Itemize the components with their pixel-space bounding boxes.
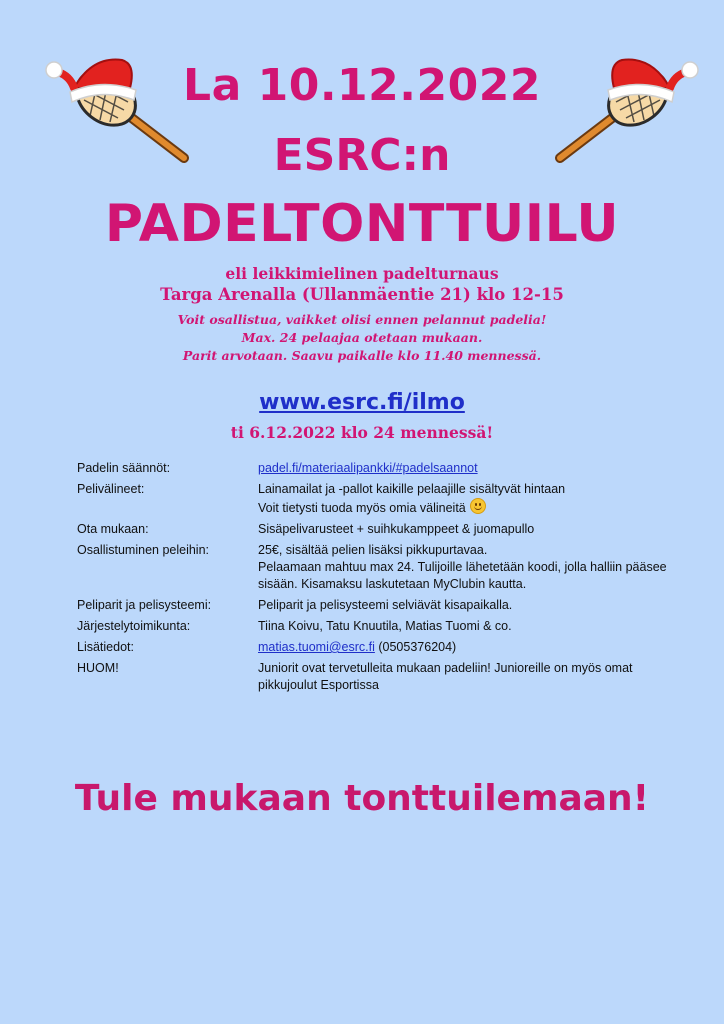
info-label: Osallistuminen peleihin: (77, 543, 210, 557)
info-row (77, 460, 677, 477)
event-date: La 10.12.2022 (183, 60, 541, 111)
info-table (77, 460, 677, 698)
info-label: Lisätiedot: (77, 640, 134, 654)
note-line-1: Voit osallistua, vaikket olisi ennen pelannut padelia! (177, 312, 547, 327)
registration-deadline: ti 6.12.2022 klo 24 mennessä! (230, 423, 494, 442)
note-line-2: Max. 24 pelaajaa otetaan mukaan. (241, 330, 483, 345)
info-label: Padelin säännöt: (77, 461, 171, 475)
info-value: 25€, sisältää pelien lisäksi pikkupurtavaa. (258, 543, 488, 557)
organizer-line: ESRC:n (273, 130, 451, 181)
info-row (77, 618, 677, 635)
info-label: HUOM! (77, 661, 119, 675)
rules-link[interactable]: padel.fi/materiaalipankki/#padelsaannot (258, 461, 478, 475)
info-value: Sisäpelivarusteet + suihkukamppeet & juomapullo (258, 522, 535, 536)
info-label: Pelivälineet: (77, 482, 145, 496)
event-title: PADELTONTTUILU (104, 194, 620, 254)
info-label: Järjestelytoimikunta: (77, 619, 191, 633)
info-value: Peliparit ja pelisysteemi selviävät kisapaikalla. (258, 598, 513, 612)
info-row (77, 481, 677, 517)
info-value: Voit tietysti tuoda myös omia välineitä (258, 501, 466, 515)
info-label: Ota mukaan: (77, 522, 149, 536)
venue-time: Targa Arenalla (Ullanmäentie 21) klo 12-15 (160, 285, 564, 304)
info-label: Peliparit ja pelisysteemi: (77, 598, 212, 612)
info-value: Lainamailat ja -pallot kaikille pelaajille sisältyvät hintaan (258, 482, 566, 496)
contact-email-link[interactable]: matias.tuomi@esrc.fi (258, 640, 375, 654)
info-value: Pelaamaan mahtuu max 24. Tulijoille lähetetään koodi, jolla halliin pääsee sisään. Kisamaksu laskutetaan MyClubin kautta. (258, 560, 667, 591)
smiley-icon (470, 498, 486, 514)
registration-link[interactable]: www.esrc.fi/ilmo (259, 390, 465, 415)
note-line-3: Parit arvotaan. Saavu paikalle klo 11.40 mennessä. (182, 348, 542, 363)
subtitle-description: eli leikkimielinen padelturnaus (225, 264, 499, 283)
info-row (77, 597, 677, 614)
info-value: Tiina Koivu, Tatu Knuutila, Matias Tuomi & co. (258, 619, 512, 633)
info-row (77, 521, 677, 538)
info-row (77, 639, 677, 656)
info-row (77, 542, 677, 593)
info-row (77, 660, 677, 694)
footer-call-to-action: Tule mukaan tonttuilemaan! (74, 778, 650, 819)
contact-phone: (0505376204) (374, 640, 457, 654)
info-value: Juniorit ovat tervetulleita mukaan padeliin! Junioreille on myös omat pikkujoulut Esportissa (258, 661, 633, 692)
